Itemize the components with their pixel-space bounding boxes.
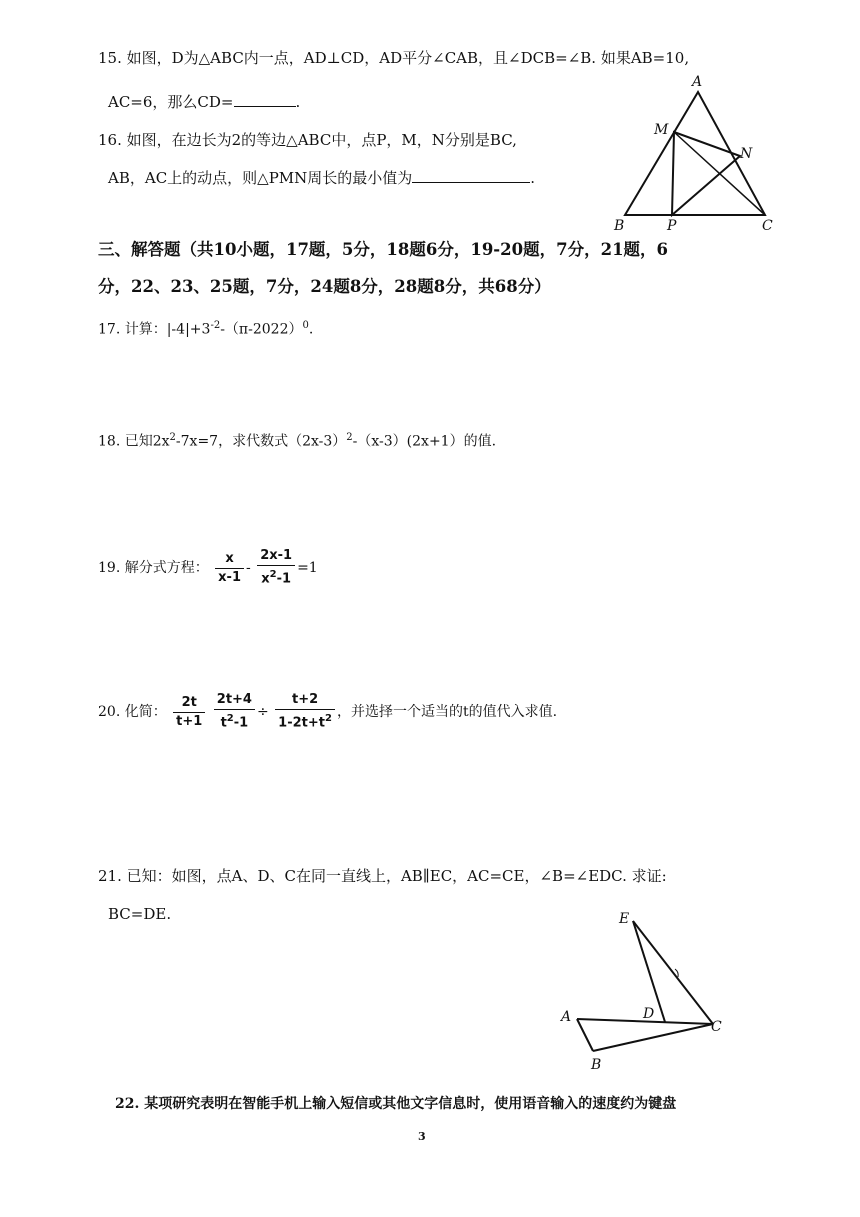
q20-f3-denominator bbox=[275, 710, 335, 731]
q22-line1: 22. 某项研究表明在智能手机上输入短信或其他文字信息时，使用语音输入的速度约为键盘 bbox=[115, 1096, 677, 1112]
q15-line2 bbox=[108, 92, 300, 112]
q16-line2-end: . bbox=[530, 169, 536, 187]
q19-f1-numerator: x bbox=[215, 551, 244, 569]
section3-line2: 分，22、23、25题，7分，24题8分，28题8分，共68分） bbox=[98, 277, 551, 296]
q20-f2-den-base: t bbox=[220, 715, 227, 731]
label-b: B bbox=[614, 218, 625, 234]
q19-equals: =1 bbox=[297, 560, 318, 576]
q20-f2-den-tail: -1 bbox=[233, 715, 249, 731]
q17-exp2: 0 bbox=[302, 320, 309, 331]
q20-f3-den-exp: 2 bbox=[324, 713, 332, 725]
q18 bbox=[98, 428, 496, 452]
label-b: B bbox=[591, 1057, 602, 1073]
q19-f1-denominator: x-1 bbox=[218, 569, 241, 585]
label-a: A bbox=[561, 1009, 572, 1025]
q15-answer-blank bbox=[234, 92, 296, 107]
q20-suffix: ，并选择一个适当的t的值代入求值. bbox=[336, 704, 558, 720]
q20 bbox=[98, 692, 557, 732]
label-e: E bbox=[619, 911, 630, 927]
q19-fraction-1 bbox=[215, 551, 244, 586]
label-p: P bbox=[667, 218, 677, 234]
q18-tail: -（x-3）(2x+1）的值. bbox=[352, 433, 497, 450]
label-a: A bbox=[692, 74, 703, 90]
triangle-pmn bbox=[672, 132, 740, 215]
q16-line2-text: AB，AC上的动点，则△PMN周长的最小值为 bbox=[108, 169, 413, 187]
q15-line2-end: . bbox=[295, 93, 301, 111]
label-d: D bbox=[643, 1006, 655, 1022]
q21-line2: BC=DE. bbox=[108, 905, 172, 923]
q20-prefix: 20. 化简： bbox=[98, 704, 167, 720]
q19-f2-den-base: x bbox=[261, 571, 270, 587]
q17-mid: -（π-2022） bbox=[220, 321, 303, 338]
label-n: N bbox=[740, 146, 753, 162]
q19 bbox=[98, 548, 318, 588]
q19-f2-numerator: 2x-1 bbox=[257, 548, 295, 566]
page-number: 3 bbox=[418, 1130, 426, 1143]
q20-fraction-1 bbox=[173, 695, 205, 730]
q20-fraction-3 bbox=[275, 692, 335, 731]
q20-f2-denominator bbox=[214, 710, 255, 731]
label-m: M bbox=[654, 122, 669, 138]
q18-rest: -7x=7，求代数式（2x-3） bbox=[175, 433, 347, 450]
segment-ab bbox=[577, 1019, 593, 1051]
q17-exp1: -2 bbox=[210, 320, 221, 331]
q17-prefix: 17. 计算：|-4|+3 bbox=[98, 321, 211, 338]
q20-divide: ÷ bbox=[256, 704, 269, 720]
q19-f2-den-exp: 2 bbox=[269, 569, 277, 581]
q17 bbox=[98, 316, 313, 340]
q17-end: . bbox=[308, 321, 314, 338]
q20-f3-numerator: t+2 bbox=[275, 692, 335, 710]
q18-exp2: 2 bbox=[346, 432, 353, 443]
q15-line1: 15. 如图，D为△ABC内一点，AD⊥CD，AD平分∠CAB，且∠DCB=∠B. 如果AB=10, bbox=[98, 49, 690, 67]
q20-f2-numerator: 2t+4 bbox=[214, 692, 255, 710]
q16-line2 bbox=[108, 168, 535, 188]
q20-f2-den-exp: 2 bbox=[226, 713, 234, 725]
q19-f2-denominator bbox=[257, 566, 295, 587]
q20-f1-numerator: 2t bbox=[173, 695, 205, 713]
q19-minus: - bbox=[246, 560, 251, 576]
q16-answer-blank bbox=[412, 168, 530, 183]
q20-f1-denominator: t+1 bbox=[176, 713, 203, 729]
q19-prefix: 19. 解分式方程： bbox=[98, 560, 209, 576]
q21-line1: 21. 已知：如图，点A、D、C在同一直线上，AB∥EC，AC=CE，∠B=∠EDC. 求证: bbox=[98, 867, 667, 885]
q16-line1: 16. 如图，在边长为2的等边△ABC中，点P，M，N分别是BC, bbox=[98, 131, 517, 149]
q21-figure bbox=[555, 905, 740, 1075]
q15-line2-text: AC=6，那么CD= bbox=[108, 93, 234, 111]
label-c: C bbox=[762, 218, 773, 234]
q18-exp: 2 bbox=[169, 432, 176, 443]
q18-prefix: 18. 已知2x bbox=[98, 433, 170, 450]
q16-triangle-figure bbox=[600, 70, 800, 235]
q20-f3-den-base: 1-2t+t bbox=[278, 715, 325, 731]
segment-bc bbox=[593, 1024, 713, 1051]
q20-fraction-2 bbox=[214, 692, 255, 731]
label-c: C bbox=[711, 1019, 722, 1035]
section3-line1: 三、解答题（共10小题，17题，5分，18题6分，19-20题，7分，21题，6 bbox=[98, 240, 669, 259]
q19-fraction-2 bbox=[257, 548, 295, 587]
q19-f2-den-tail: -1 bbox=[276, 571, 292, 587]
